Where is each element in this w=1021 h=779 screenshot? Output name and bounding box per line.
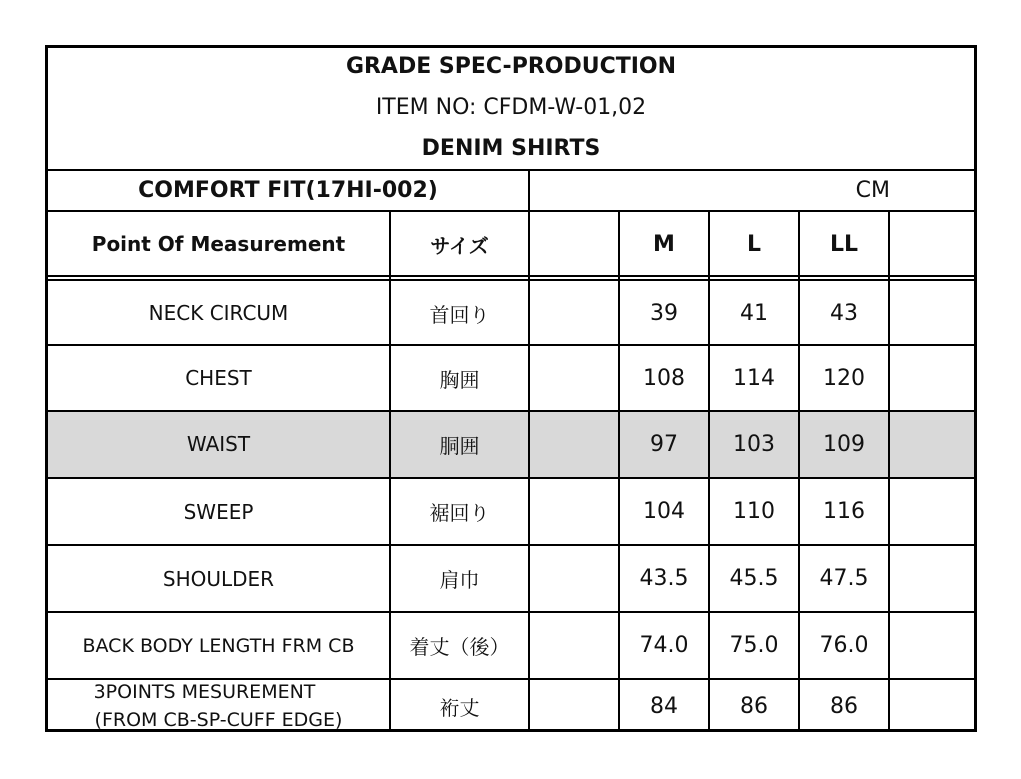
cell-value-ll: 76.0 <box>819 633 869 658</box>
row-jp: 着丈（後） <box>409 635 510 659</box>
cell-value-m: 39 <box>650 300 678 326</box>
column-header-size-jp: サイズ <box>430 233 489 258</box>
cell-value-ll: 43 <box>830 300 858 326</box>
divider <box>389 212 391 732</box>
cell-value-l: 103 <box>733 431 775 457</box>
column-header-size-ll: LL <box>829 231 859 257</box>
divider <box>798 212 800 732</box>
divider <box>528 171 530 211</box>
row-jp: 裾回り <box>429 501 490 525</box>
row-jp: 胸囲 <box>439 367 480 392</box>
cell-value-l: 110 <box>733 499 775 524</box>
row-pom: SWEEP <box>183 499 254 524</box>
cell-value-ll: 86 <box>830 693 858 719</box>
cell-value-ll: 120 <box>823 365 865 391</box>
row-jp: 肩巾 <box>439 568 480 592</box>
row-pom: CHEST <box>185 366 252 390</box>
row-pom-line2: (FROM CB-SP-CUFF EDGE) <box>94 709 343 731</box>
cell-value-m: 74.0 <box>639 633 689 658</box>
divider <box>618 212 620 732</box>
cell-value-l: 41 <box>740 300 768 326</box>
cell-value-l: 114 <box>733 365 775 391</box>
cell-value-m: 84 <box>650 693 678 719</box>
cell-value-m: 108 <box>643 365 685 391</box>
grade-spec-sheet <box>45 45 977 732</box>
fit-label: COMFORT FIT(17HI-002) <box>138 178 438 203</box>
cell-value-ll: 47.5 <box>819 566 869 591</box>
divider <box>708 212 710 732</box>
sheet-title: GRADE SPEC-PRODUCTION <box>345 54 677 79</box>
column-header-size-m: M <box>653 231 675 257</box>
row-pom: WAIST <box>186 432 251 456</box>
column-header-size-l: L <box>746 231 762 257</box>
divider <box>888 212 890 732</box>
row-jp: 胴囲 <box>439 433 480 458</box>
row-jp: 裄丈 <box>439 695 480 720</box>
row-pom-line1: 3POINTS MESUREMENT <box>93 681 316 703</box>
cell-value-ll: 109 <box>823 431 865 457</box>
cell-value-m: 104 <box>643 499 685 524</box>
cell-value-l: 86 <box>740 693 768 719</box>
column-header-pom: Point Of Measurement <box>91 232 346 256</box>
row-pom: NECK CIRCUM <box>148 301 289 325</box>
unit-label: CM <box>855 178 890 203</box>
cell-value-l: 75.0 <box>729 633 779 658</box>
row-pom-multiline <box>48 680 389 732</box>
cell-value-m: 43.5 <box>639 566 689 591</box>
cell-value-l: 45.5 <box>729 566 779 591</box>
row-jp: 首回り <box>429 302 490 327</box>
item-number: ITEM NO: CFDM-W-01,02 <box>375 95 647 120</box>
divider <box>48 275 974 277</box>
row-pom: SHOULDER <box>162 566 275 591</box>
cell-value-ll: 116 <box>823 499 865 524</box>
divider <box>528 212 530 732</box>
cell-value-m: 97 <box>650 431 678 457</box>
product-name: DENIM SHIRTS <box>421 136 601 161</box>
row-pom: BACK BODY LENGTH FRM CB <box>82 634 355 657</box>
